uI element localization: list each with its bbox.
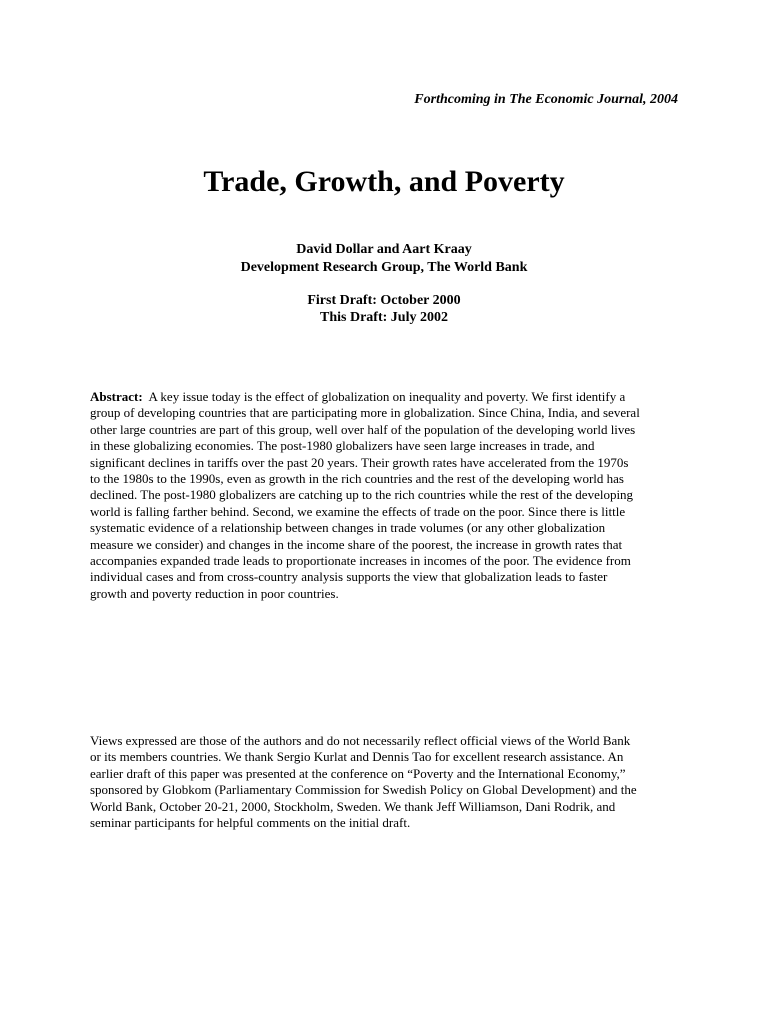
publication-note: Forthcoming in The Economic Journal, 2004: [414, 92, 678, 107]
this-draft-date: This Draft: July 2002: [320, 310, 448, 325]
note-line: or its members countries. We thank Sergio Kurlat and Dennis Tao for excellent research assistance. An: [90, 749, 624, 765]
draft-dates: [0, 292, 768, 326]
author-names: David Dollar and Aart Kraay: [296, 242, 472, 257]
abstract-line: group of developing countries that are participating more in globalization. Since China, India, and several: [90, 405, 640, 421]
paper-title: Trade, Growth, and Poverty: [203, 165, 565, 198]
abstract-label: Abstract:: [90, 389, 143, 404]
abstract-line: growth and poverty reduction in poor countries.: [90, 585, 339, 601]
abstract-line: significant declines in tariffs over the past 20 years. Their growth rates have accelerated from the 1970s: [90, 454, 629, 470]
note-line: Views expressed are those of the authors and do not necessarily reflect official views of the World Bank: [90, 733, 631, 748]
abstract-line: individual cases and from cross-country analysis supports the view that globalization leads to faster: [90, 569, 608, 585]
note-line: World Bank, October 20-21, 2000, Stockholm, Sweden. We thank Jeff Williamson, Dani Rodrik, and: [90, 798, 616, 814]
author-affiliation: Development Research Group, The World Bank: [240, 260, 528, 275]
acknowledgements-note: [90, 733, 678, 831]
abstract-line: in these globalizing economies. The post-1980 globalizers have seen large increases in trade, and: [90, 438, 595, 454]
author-block: [0, 241, 768, 277]
note-line: sponsored by Globkom (Parliamentary Commission for Swedish Policy on Global Development) and the: [90, 782, 637, 798]
abstract-line: systematic evidence of a relationship between changes in trade volumes (or any other globalization: [90, 520, 606, 536]
abstract: [90, 389, 678, 602]
abstract-line: declined. The post-1980 globalizers are catching up to the rich countries while the rest of the developing: [90, 487, 634, 503]
note-line: earlier draft of this paper was presented at the conference on “Poverty and the International Economy,”: [90, 765, 626, 781]
note-line: seminar participants for helpful comments on the initial draft.: [90, 815, 411, 831]
abstract-line: [90, 389, 678, 405]
abstract-line: accompanies expanded trade leads to proportionate increases in incomes of the poor. The evidence from: [90, 553, 631, 569]
abstract-line: to the 1980s to the 1990s, even as growth in the rich countries and the rest of the developing world has: [90, 471, 624, 487]
abstract-line: world is falling farther behind. Second, we examine the effects of trade on the poor. Since there is little: [90, 503, 626, 519]
first-draft-date: First Draft: October 2000: [307, 293, 461, 308]
abstract-line: other large countries are part of this group, well over half of the population of the developing world lives: [90, 421, 636, 437]
abstract-line-text: A key issue today is the effect of globalization on inequality and poverty. We first identify a: [148, 389, 626, 404]
abstract-line: measure we consider) and changes in the income share of the poorest, the increase in growth rates that: [90, 536, 623, 552]
